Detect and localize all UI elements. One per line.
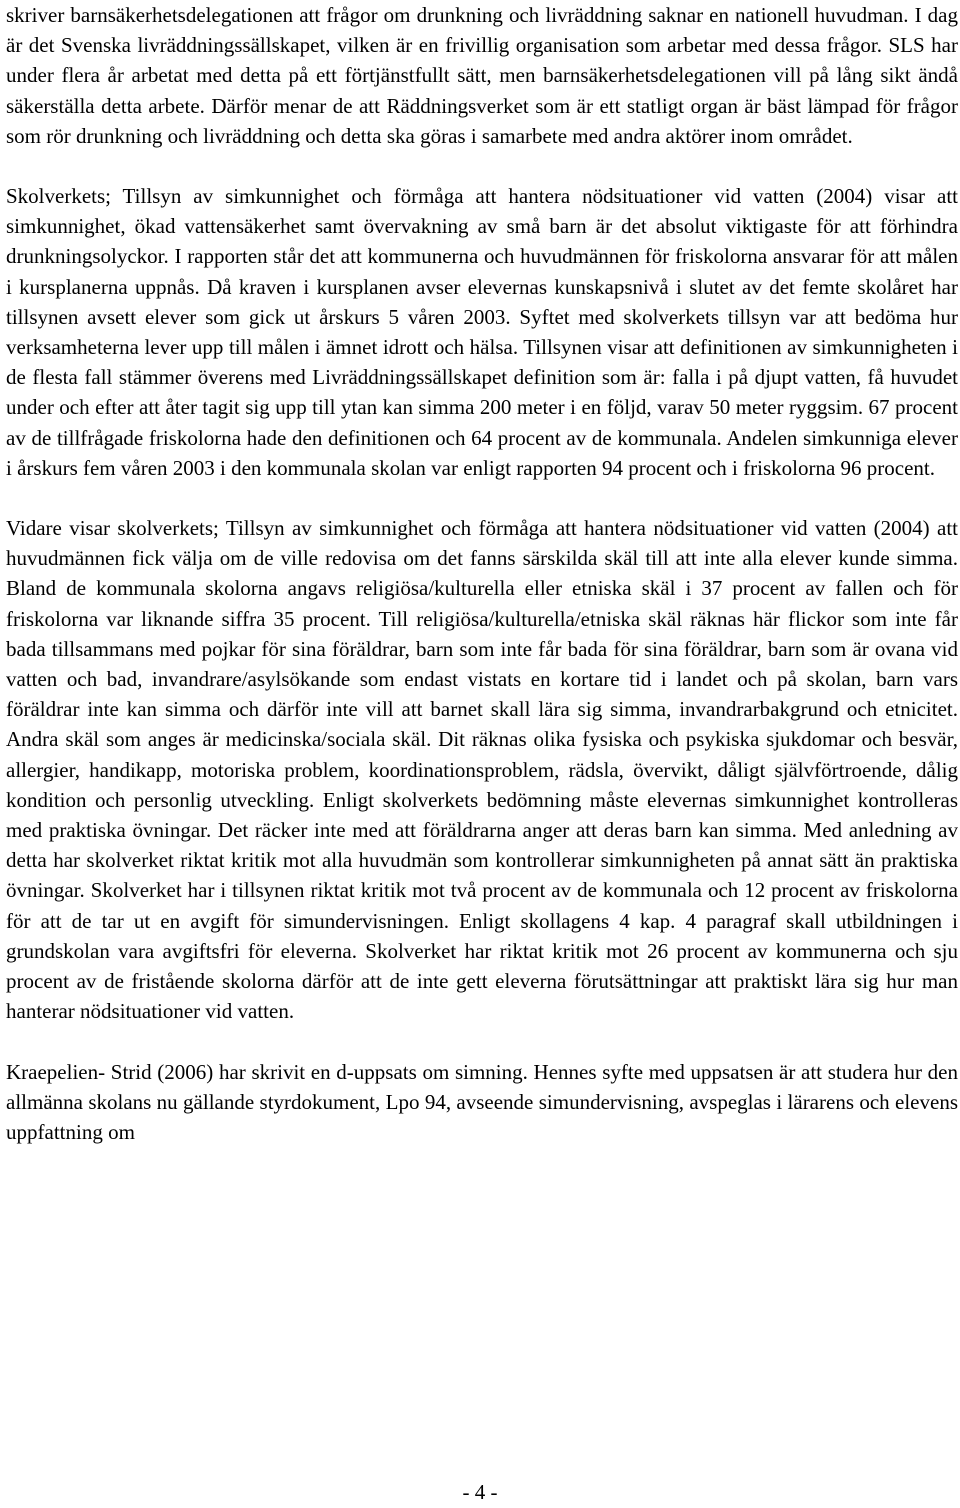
- paragraph-gap: [6, 1027, 958, 1057]
- paragraph-gap: [6, 483, 958, 513]
- paragraph-4: Kraepelien- Strid (2006) har skrivit en d-uppsats om simning. Hennes syfte med uppsatsen är att studera hur den allmänna skolans nu gällande styrdokument, Lpo 94, avseende simundervisning, avspeglas i lärarens och elevens uppfattning om: [6, 1059, 958, 1144]
- paragraph-2: Skolverkets; Tillsyn av simkunnighet och förmåga att hantera nödsituationer vid vatten (2004) visar att simkunnighet, ökad vattensäkerhet samt övervakning av små barn är det absolut viktigaste för att förhindra drunkningsolyckor. I rapporten står det att kommunerna och huvudmännen för friskolorna ansvarar för att målen i kursplanerna uppnås. Då kraven i kursplanen avser elevernas kunskapsnivå i slutet av det femte skolåret har tillsynen avsett elever som gick ut årskurs 5 våren 2003. Syftet med skolverkets tillsyn var att bedöma hur verksamheterna lever upp till målen i ämnet idrott och hälsa. Tillsynen visar att definitionen av simkunnigheten i de flesta fall stämmer överens med Livräddningssällskapet definition som är: falla i på djupt vatten, få huvudet under och efter att åter tagit sig upp till ytan kan simma 200 meter i en följd, varav 50 meter ryggsim. 67 procent av de tillfrågade friskolorna hade den definitionen och 64 procent av de kommunala. Andelen simkunniga elever i årskurs fem våren 2003 i den kommunala skolan var enligt rapporten 94 procent och i friskolorna 96 procent.: [6, 184, 958, 480]
- paragraph-gap: [6, 151, 958, 181]
- paragraph-1: skriver barnsäkerhetsdelegationen att frågor om drunkning och livräddning saknar en nationell huvudman. I dag är det Svenska livräddningssällskapet, vilken är en frivillig organisation som arbetar med dessa frågor. SLS har under flera år arbetat med detta på ett förtjänstfullt sätt, men barnsäkerhetsdelegationen vill på lång sikt ändå säkerställa detta arbete. Därför menar de att Räddningsverket som är ett statligt organ är bäst lämpad för frågor som rör drunkning och livräddning och detta ska göras i samarbete med andra aktörer inom området.: [6, 3, 958, 148]
- document-page: [6, 0, 958, 1508]
- page-number: - 4 -: [462, 1480, 498, 1504]
- paragraph-3: Vidare visar skolverkets; Tillsyn av simkunnighet och förmåga att hantera nödsituationer vid vatten (2004) att huvudmännen fick välja om de ville redovisa om det fanns särskilda skäl till att inte alla elever kunde simma. Bland de kommunala skolorna angavs religiösa/kulturella eller etniska skäl i 37 procent av fallen och för friskolorna var liknande siffra 35 procent. Till religiösa/kulturella/etniska skäl räknas här flickor som inte får bada tillsammans med pojkar för sina föräldrar, barn som inte får bada för sina föräldrar, barn som är ovana vid vatten och bad, invandrare/asylsökande som endast vistats en kortare tid i landet och på skolan, barn vars föräldrar inte kan simma och därför inte vill att barnet skall lära sig simma, invandrarbakgrund och etnicitet. Andra skäl som anges är medicinska/sociala skäl. Dit räknas olika fysiska och psykiska sjukdomar och besvär, allergier, handikapp, motoriska problem, koordinationsproblem, rädsla, övervikt, dåligt självförtroende, dålig kondition och personlig utveckling. Enligt skolverkets bedömning måste elevernas simkunnighet kontrolleras med praktiska övningar. Det räcker inte med att föräldrarna anger att deras barn kan simma. Med anledning av detta har skolverket riktat kritik mot alla huvudmän som kontrollerar simkunnigheten på annat sätt än praktiska övningar. Skolverket har i tillsynen riktat kritik mot två procent av de kommunala och 12 procent av friskolorna för att de tar ut en avgift för simundervisningen. Enligt skollagens 4 kap. 4 paragraf skall utbildningen i grundskolan vara avgiftsfri för eleverna. Skolverket har riktat kritik mot 26 procent av kommunerna och sju procent av de fristående skolorna därför att de inte gett eleverna förutsättningar att praktiskt lära sig hur man hanterar nödsituationer vid vatten.: [6, 516, 958, 1024]
